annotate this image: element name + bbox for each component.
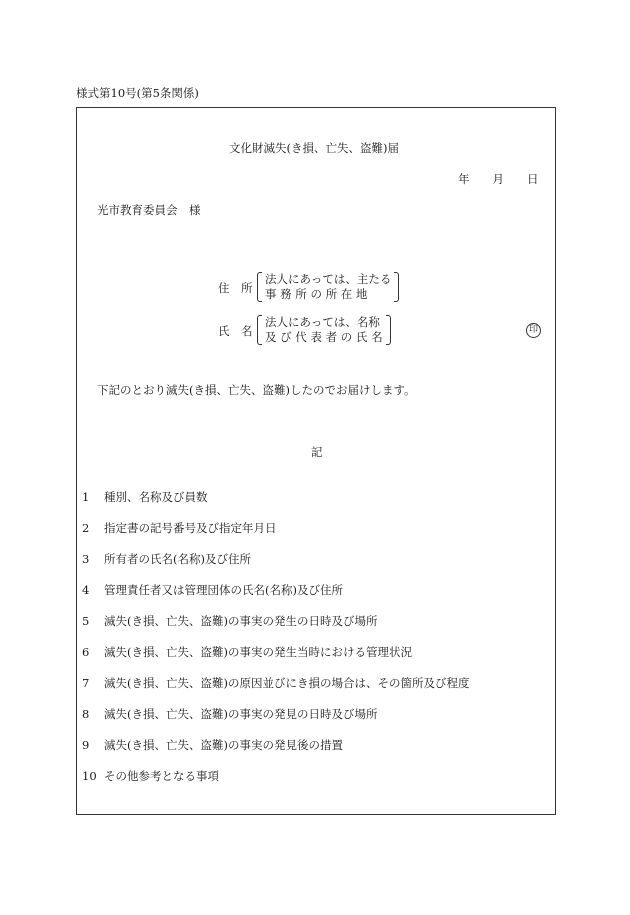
- recipient: 光市教育委員会 様: [97, 203, 201, 217]
- item-number: 9: [82, 738, 90, 752]
- item-number: 5: [82, 614, 90, 628]
- form-title: 文化財滅失(き損、亡失、盗難)届: [229, 141, 399, 155]
- item-text: その他参考となる事項: [104, 769, 219, 783]
- statement: 下記のとおり滅失(き損、亡失、盗難)したのでお届けします。: [97, 383, 416, 397]
- item-text: 所有者の氏名(名称)及び住所: [104, 552, 251, 566]
- item-text: 滅失(き損、亡失、盗難)の事実の発見の日時及び場所: [104, 707, 378, 721]
- address-note-line2: 事 務 所 の 所 在 地: [265, 287, 368, 301]
- item-number: 1: [82, 490, 90, 504]
- item-number: 2: [82, 521, 90, 535]
- item-text: 滅失(き損、亡失、盗難)の事実の発生当時における管理状況: [104, 645, 412, 659]
- name-note-line1: 法人にあっては、名称: [265, 315, 380, 329]
- item-text: 指定書の記号番号及び指定年月日: [104, 521, 277, 535]
- item-text: 滅失(き損、亡失、盗難)の事実の発見後の措置: [104, 738, 343, 752]
- form-number: 様式第10号(第5条関係): [76, 86, 199, 100]
- item-number: 10: [82, 769, 97, 783]
- item-number: 8: [82, 707, 90, 721]
- item-text: 滅失(き損、亡失、盗難)の事実の発生の日時及び場所: [104, 614, 378, 628]
- item-number: 4: [82, 583, 90, 597]
- address-label: 住 所: [218, 281, 253, 295]
- address-note: [257, 272, 399, 302]
- ki-heading: 記: [311, 445, 323, 459]
- bracket-right: [394, 272, 399, 302]
- item-text: 種別、名称及び員数: [104, 490, 208, 504]
- item-text: 滅失(き損、亡失、盗難)の原因並びにき損の場合は、その箇所及び程度: [104, 676, 470, 690]
- list-item: [82, 551, 251, 567]
- name-note-line2: 及 び 代 表 者 の 氏 名: [265, 330, 383, 344]
- item-number: 7: [82, 676, 90, 690]
- list-item: [82, 706, 377, 722]
- name-label: 氏 名: [218, 324, 253, 338]
- list-item: [82, 489, 208, 505]
- date-line: 年 月 日: [458, 172, 539, 186]
- item-text: 管理責任者又は管理団体の氏名(名称)及び住所: [104, 583, 343, 597]
- item-number: 6: [82, 645, 90, 659]
- list-item: [82, 613, 377, 629]
- bracket-right: [386, 315, 391, 345]
- name-note: [257, 315, 391, 345]
- list-item: [82, 737, 343, 753]
- list-item: [82, 675, 469, 691]
- item-number: 3: [82, 552, 90, 566]
- list-item: [82, 582, 343, 598]
- seal-mark: 印: [526, 323, 541, 338]
- list-item: [82, 644, 412, 660]
- list-item: [82, 520, 277, 536]
- address-note-line1: 法人にあっては、主たる: [265, 272, 392, 286]
- list-item: [82, 768, 219, 784]
